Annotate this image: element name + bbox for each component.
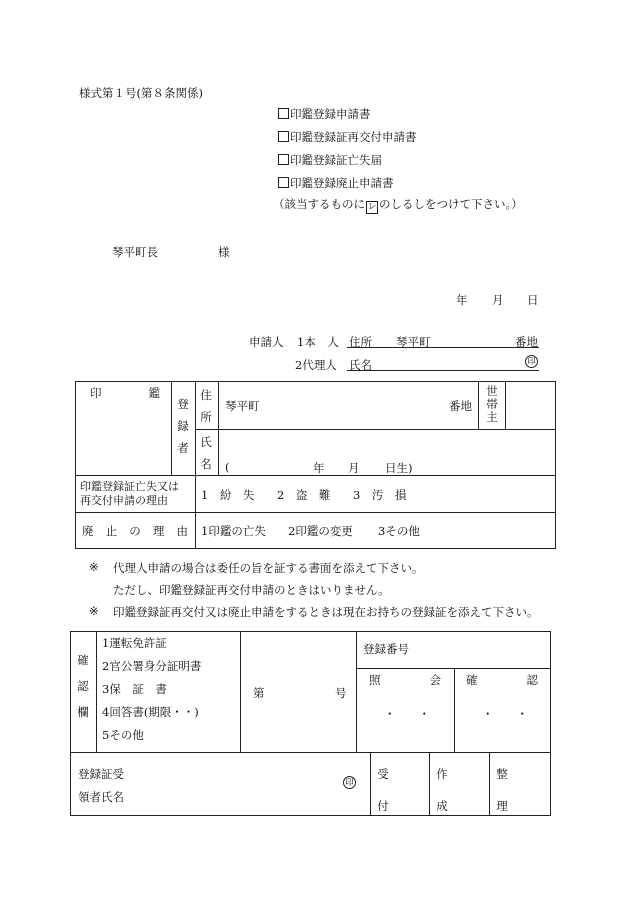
- abolish-label: 廃 止 の 理 由: [82, 524, 188, 538]
- form-number: 様式第１号(第８条関係): [79, 86, 203, 100]
- id-doc-item[interactable]: 5その他: [102, 728, 144, 742]
- name-underline[interactable]: [347, 370, 539, 371]
- recipient-label-1: 登録証受: [78, 767, 124, 781]
- birth-open: (: [225, 460, 230, 474]
- check-mark-icon: レ: [367, 202, 377, 212]
- town-head: 琴平町長: [112, 245, 158, 259]
- created-label: 作成: [436, 767, 448, 813]
- seal-mark-icon: 印: [343, 776, 356, 789]
- checkbox-icon[interactable]: [278, 154, 289, 165]
- registrant-town: 琴平町: [225, 399, 260, 413]
- form-type-item[interactable]: 印鑑登録廃止申請書: [278, 175, 394, 191]
- birth-year-label: 年: [313, 461, 325, 475]
- reason-label: 印鑑登録証亡失又は 再交付申請の理由: [80, 480, 179, 507]
- confirm-label: 確認欄: [77, 653, 89, 719]
- abolish-other[interactable]: 3その他: [378, 524, 420, 538]
- applicant-self-label: 1本 人: [297, 335, 339, 349]
- receipt-label: 受付: [377, 767, 389, 813]
- check-instruction: （該当するものに レ のしるしをつけて下さい。）: [273, 197, 523, 212]
- reason-loss[interactable]: 1 紛 失: [201, 488, 255, 502]
- birth-day-label: 日生): [385, 461, 413, 475]
- honorific: 様: [218, 245, 230, 259]
- reason-theft[interactable]: 2 盗 難: [277, 488, 331, 502]
- date-year-label: 年: [456, 293, 468, 307]
- date-day-label: 日: [527, 293, 539, 307]
- applicant-banchi: 番地: [515, 335, 538, 349]
- collation-label: 照 会: [369, 673, 441, 687]
- note-1-sub: ただし、印鑑登録証再交付申請のときはいりません。: [113, 583, 390, 597]
- reason-damage[interactable]: 3 汚 損: [353, 488, 407, 502]
- form-type-item[interactable]: 印鑑登録証再交付申請書: [278, 129, 417, 145]
- number-prefix: 第: [253, 686, 265, 700]
- id-doc-item[interactable]: 4回答書(期限・・): [102, 705, 199, 719]
- id-doc-item[interactable]: 2官公署身分証明書: [102, 659, 202, 673]
- address-underline: [347, 347, 539, 348]
- checkbox-icon[interactable]: [278, 131, 289, 142]
- reg-number-label: 登録番号: [363, 642, 409, 656]
- number-suffix: 号: [335, 686, 347, 700]
- abolish-seal-lost[interactable]: 1印鑑の亡失: [201, 524, 266, 538]
- address-label: 住所: [200, 388, 212, 424]
- name-label: 氏名: [200, 435, 212, 471]
- seal-mark-icon: 印: [525, 355, 538, 368]
- organized-label: 整理: [496, 767, 508, 813]
- id-doc-item[interactable]: 3保 証 書: [102, 682, 167, 696]
- form-type-item[interactable]: 印鑑登録証亡失届: [278, 152, 382, 168]
- note-2: 印鑑登録証再交付又は廃止申請をするときは現在お持ちの登録証を添えて下さい。: [113, 605, 539, 619]
- householder-label: 世帯主: [486, 384, 498, 424]
- form-type-item[interactable]: 印鑑登録申請書: [278, 106, 371, 122]
- birth-month-label: 月: [348, 461, 360, 475]
- applicant-name-label: 氏名: [349, 358, 372, 372]
- abolish-seal-changed[interactable]: 2印鑑の変更: [288, 524, 353, 538]
- registrant-name-field[interactable]: [219, 430, 555, 459]
- collation-dots: ・ ・: [384, 707, 430, 721]
- note-mark: ※: [89, 604, 99, 618]
- applicant-label: 申請人: [249, 335, 284, 349]
- confirm-dots: ・ ・: [482, 707, 528, 721]
- applicant-town: 琴平町: [396, 335, 431, 349]
- id-doc-item[interactable]: 1運転免許証: [102, 636, 167, 650]
- checkbox-icon[interactable]: [278, 177, 289, 188]
- applicant-address-label: 住所: [349, 335, 372, 349]
- date-month-label: 月: [492, 293, 504, 307]
- note-1: 代理人申請の場合は委任の旨を証する書面を添えて下さい。: [113, 561, 424, 575]
- seal-label: 印 鑑: [90, 386, 160, 400]
- note-mark: ※: [89, 560, 99, 574]
- confirm-col-label: 確 認: [466, 673, 538, 687]
- registrant-banchi: 番地: [449, 399, 472, 413]
- checkbox-icon[interactable]: [278, 108, 289, 119]
- householder-field[interactable]: [506, 382, 555, 428]
- recipient-label-2: 領者氏名: [78, 790, 124, 804]
- applicant-agent-label: 2代理人: [295, 358, 337, 372]
- registrant-label: 登録者: [177, 397, 189, 455]
